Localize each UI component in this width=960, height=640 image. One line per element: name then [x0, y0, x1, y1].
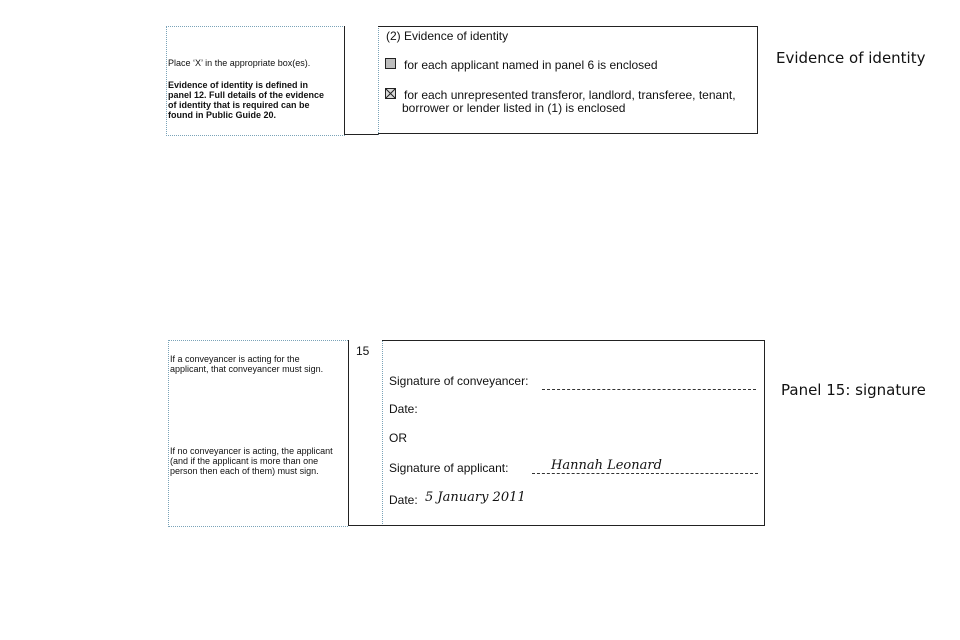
evidence-heading: (2) Evidence of identity: [386, 29, 509, 43]
x-mark-icon: [386, 89, 395, 98]
checkbox-unrepresented-parties[interactable]: [385, 88, 396, 99]
sig-applicant-label: Signature of applicant:: [389, 461, 509, 475]
checkbox-applicants-panel6[interactable]: [385, 58, 396, 69]
sig-applicant-line[interactable]: [532, 473, 758, 474]
evidence-number-column: [344, 26, 379, 135]
note-applicant: If no conveyancer is acting, the applicant (and if the applicant is more than one person then each of them) must sign.: [170, 446, 333, 476]
evidence-side-label: Evidence of identity: [776, 49, 926, 67]
sig-applicant-value: Hannah Leonard: [551, 458, 662, 473]
evidence-instructions: Place ‘X’ in the appropriate box(es).: [168, 58, 311, 68]
panel-number: 15: [356, 344, 370, 358]
date2-value: 5 January 2011: [425, 490, 526, 505]
or-label: OR: [389, 431, 407, 445]
date-label: Date:: [389, 402, 418, 416]
note-conveyancer: If a conveyancer is acting for the applicant, that conveyancer must sign.: [170, 354, 324, 374]
date2-label: Date:: [389, 493, 418, 507]
option-unrepresented-line1: for each unrepresented transferor, landlord, transferee, tenant,: [404, 88, 736, 102]
evidence-definition: Evidence of identity is defined in panel 12. Full details of the evidence of identity that is required can be found in Public Guide 20.: [168, 80, 325, 120]
option-applicants-panel6: for each applicant named in panel 6 is enclosed: [404, 58, 658, 72]
sig-conveyancer-label: Signature of conveyancer:: [389, 374, 529, 388]
option-unrepresented-line2: borrower or lender listed in (1) is enclosed: [402, 101, 626, 115]
evidence-panel: [166, 26, 759, 136]
sig-conveyancer-line[interactable]: [542, 389, 756, 390]
signature-side-label: Panel 15: signature: [781, 381, 926, 399]
signature-number-column: [348, 340, 383, 526]
signature-panel: [168, 340, 765, 528]
